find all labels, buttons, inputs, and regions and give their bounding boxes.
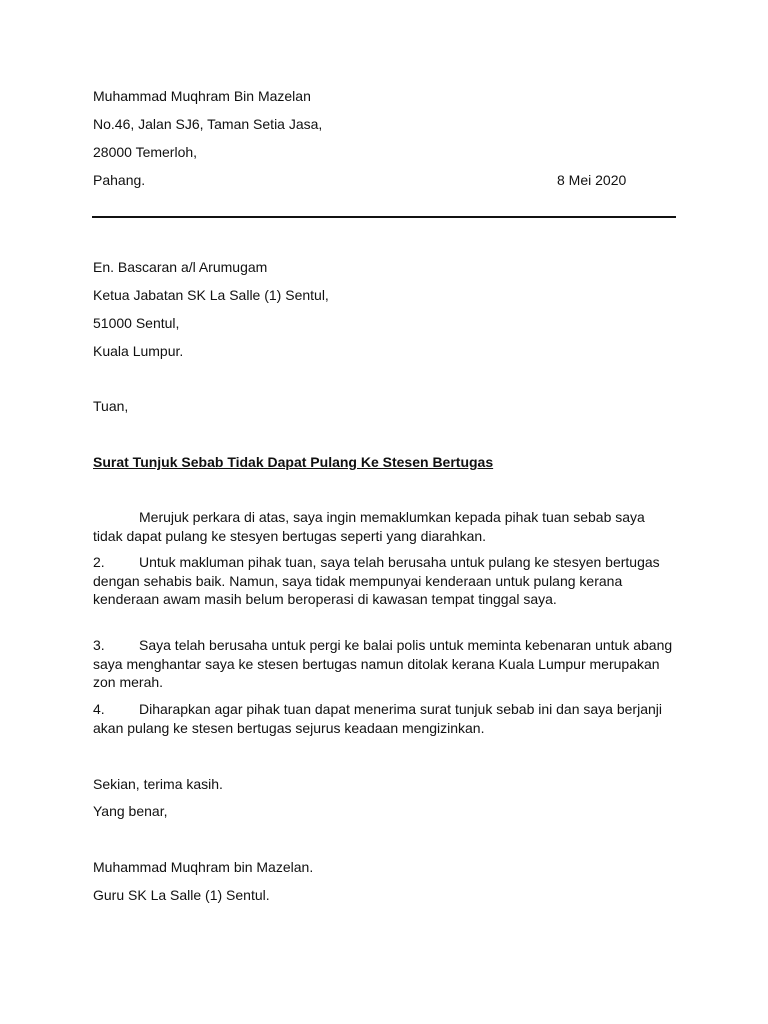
paragraph-4-number: 4. (93, 701, 105, 717)
paragraph-4-text: Diharapkan agar pihak tuan dapat menerima surat tunjuk sebab ini dan saya berjanji akan pulang ke stesen bertugas sejurus keadaan mengizinkan. (93, 701, 662, 736)
paragraph-1-text: Merujuk perkara di atas, saya ingin memaklumkan kepada pihak tuan sebab saya tidak dapat pulang ke stesyen bertugas seperti yang diarahkan. (93, 509, 645, 544)
paragraph-3-number: 3. (93, 637, 105, 653)
recipient-name: En. Bascaran a/l Arumugam (93, 259, 268, 275)
paragraph-3-text: Saya telah berusaha untuk pergi ke balai polis untuk meminta kebenaran untuk abang saya menghantar saya ke stesen bertugas namun ditolak kerana Kuala Lumpur merupakan zon merah. (93, 637, 673, 690)
sender-address-line-3: Pahang. (93, 172, 146, 188)
paragraph-1 (93, 508, 673, 545)
sender-address-line-2: 28000 Temerloh, (93, 144, 198, 160)
letter-subject: Surat Tunjuk Sebab Tidak Dapat Pulang Ke Stesen Bertugas (93, 454, 494, 470)
recipient-title: Ketua Jabatan SK La Salle (1) Sentul, (93, 287, 329, 303)
closing: Sekian, terima kasih. (93, 776, 223, 792)
paragraph-4 (93, 700, 673, 737)
paragraph-2 (93, 553, 673, 609)
signature-name: Muhammad Muqhram bin Mazelan. (93, 859, 314, 875)
sender-address-line-1: No.46, Jalan SJ6, Taman Setia Jasa, (93, 116, 323, 132)
paragraph-2-text: Untuk makluman pihak tuan, saya telah berusaha untuk pulang ke stesyen bertugas dengan sehabis baik. Namun, saya tidak mempunyai kenderaan untuk pulang kerana kenderaan awam masih belum beroperasi di kawasan tempat tinggal saya. (93, 554, 660, 607)
salutation: Tuan, (93, 398, 129, 414)
paragraph-2-number: 2. (93, 554, 105, 570)
signature-position: Guru SK La Salle (1) Sentul. (93, 887, 270, 903)
recipient-address-line-1: 51000 Sentul, (93, 315, 180, 331)
signoff: Yang benar, (93, 803, 168, 819)
letter-date: 8 Mei 2020 (557, 172, 627, 188)
paragraph-3 (93, 636, 673, 692)
header-divider (92, 216, 676, 218)
sender-name: Muhammad Muqhram Bin Mazelan (93, 88, 311, 104)
recipient-address-line-2: Kuala Lumpur. (93, 343, 184, 359)
